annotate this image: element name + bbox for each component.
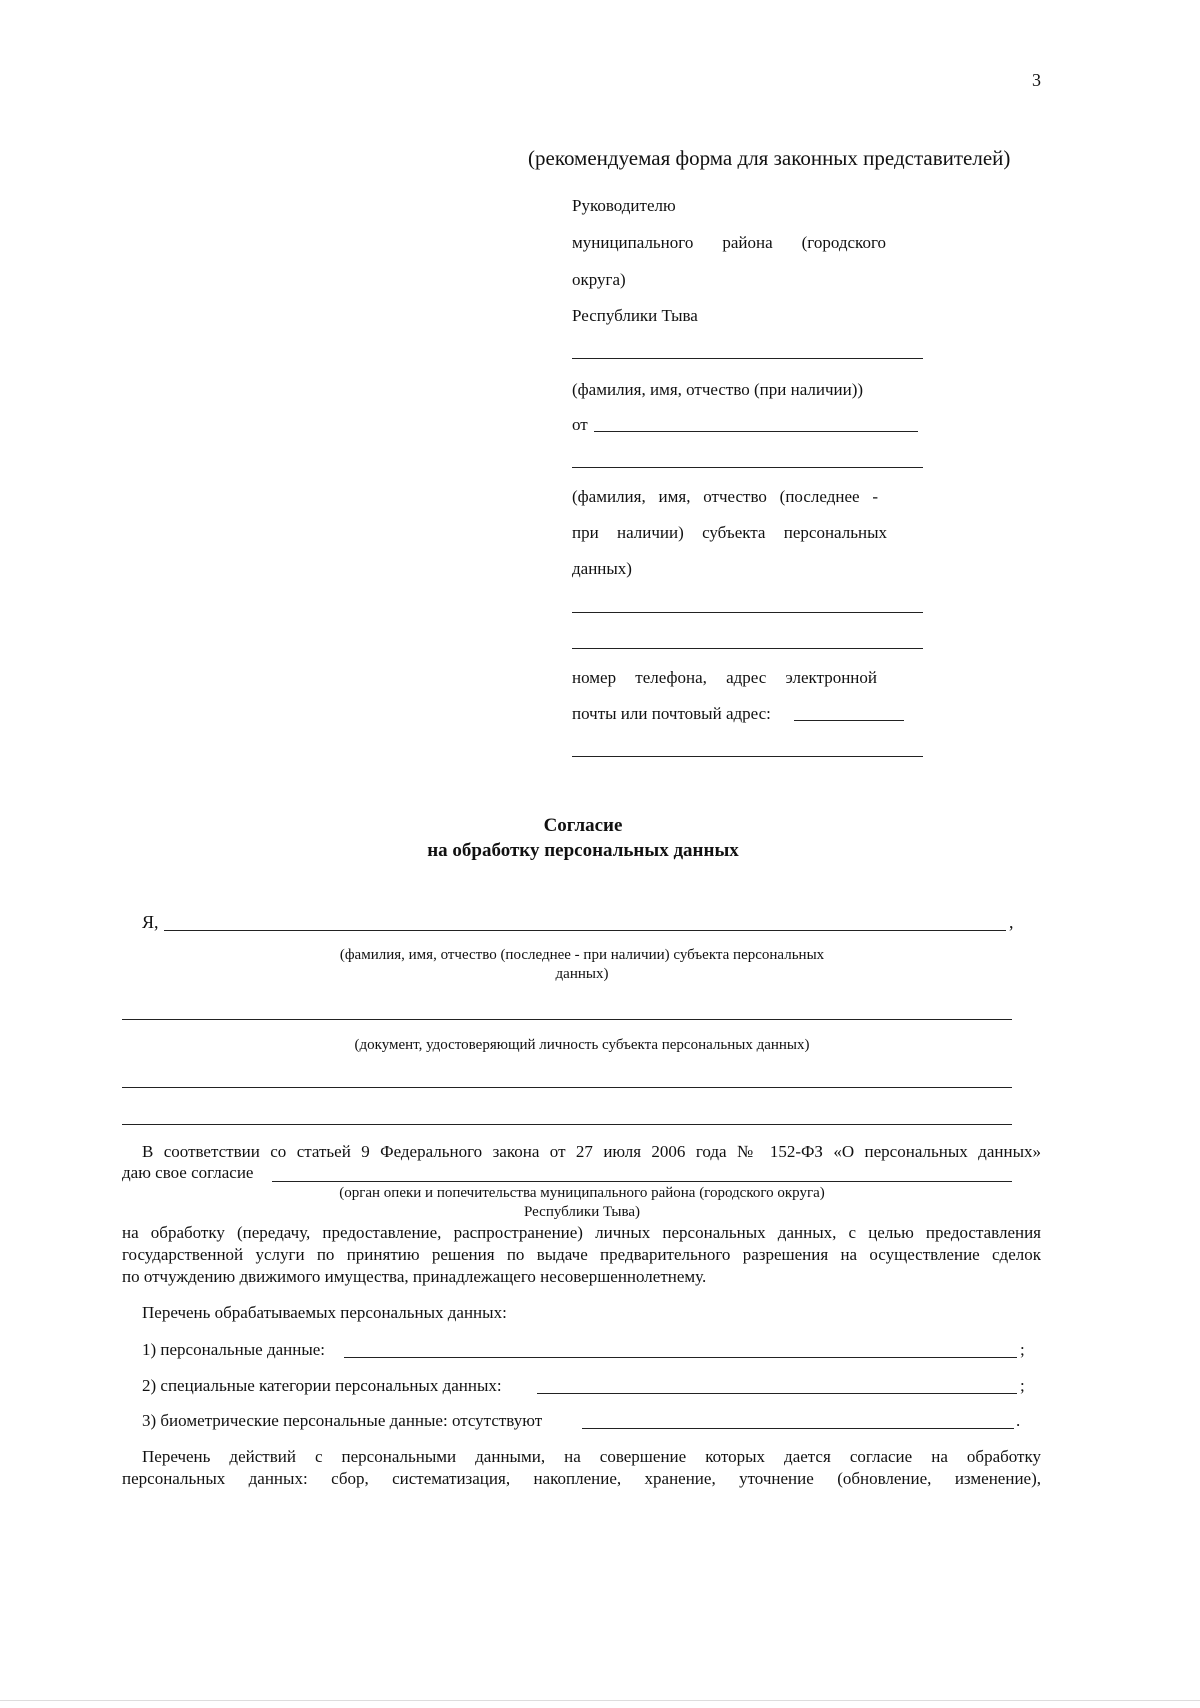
from-label: от (572, 415, 588, 434)
subject-extra-field-2[interactable] (572, 648, 923, 649)
actions-line-2: персональных данных: сбор, систематизация, накопление, хранение, уточнение (обновление, изменение), (122, 1469, 1041, 1488)
purpose-line-2: государственной услуги по принятию решения по выдаче предварительного разрешения на осуществление сделок (122, 1245, 1041, 1264)
form-note: (рекомендуемая форма для законных представителей) (528, 146, 1011, 170)
i-label: Я, (142, 912, 159, 932)
scan-edge (0, 1700, 1200, 1701)
from-name-field[interactable] (594, 431, 918, 432)
from-name-field-2[interactable] (572, 467, 923, 468)
addressee-line-2: муниципального района (городского (572, 233, 886, 252)
identity-document-caption: (документ, удостоверяющий личность субъекта персональных данных) (354, 1037, 810, 1053)
organ-caption-line-2: Республики Тыва) (523, 1204, 641, 1220)
page-number: 3 (1032, 70, 1041, 90)
document-subtitle: на обработку персональных данных (427, 840, 739, 861)
contact-field[interactable] (794, 720, 904, 721)
official-name-field[interactable] (572, 358, 923, 359)
list-item-2-end: ; (1020, 1376, 1025, 1395)
list-item-3: 3) биометрические персональные данные: отсутствуют (142, 1411, 543, 1430)
fio-caption-line-1: (фамилия, имя, отчество (последнее - при наличии) субъекта персональных (339, 947, 825, 963)
subject-caption-line-1: (фамилия, имя, отчество (последнее - (572, 487, 878, 506)
purpose-line-1: на обработку (передачу, предоставление, распространение) личных персональных данных, с целью предоставления (122, 1223, 1041, 1242)
subject-extra-field-1[interactable] (572, 612, 923, 613)
special-categories-field[interactable] (537, 1393, 1017, 1394)
data-list-title: Перечень обрабатываемых персональных данных: (142, 1303, 507, 1322)
actions-line-1: Перечень действий с персональными данными, на совершение которых дается согласие на обработку (142, 1447, 1041, 1466)
document-title: Согласие (543, 815, 623, 836)
purpose-line-3: по отчуждению движимого имущества, принадлежащего несовершеннолетнему. (122, 1267, 707, 1286)
list-item-2: 2) специальные категории персональных данных: (142, 1376, 502, 1395)
identity-document-field[interactable] (122, 1019, 1012, 1020)
consent-line-1: В соответствии со статьей 9 Федерального закона от 27 июля 2006 года № 152-ФЗ «О персональных данных» (142, 1142, 1041, 1161)
official-name-caption: (фамилия, имя, отчество (при наличии)) (572, 380, 864, 399)
personal-data-field[interactable] (344, 1357, 1017, 1358)
subject-caption-line-2: при наличии) субъекта персональных (572, 523, 887, 542)
biometric-data-field[interactable] (582, 1428, 1014, 1429)
blank-line-2[interactable] (122, 1124, 1012, 1125)
list-item-3-end: . (1016, 1411, 1021, 1430)
consent-line-2: даю свое согласие (122, 1163, 254, 1182)
i-comma: , (1009, 912, 1014, 932)
blank-line-1[interactable] (122, 1087, 1012, 1088)
guardianship-organ-field[interactable] (272, 1181, 1012, 1182)
fio-caption-line-2: данных) (555, 966, 609, 982)
contact-caption-line-2: почты или почтовый адрес: (572, 704, 771, 723)
addressee-line-1: Руководителю (572, 196, 676, 215)
organ-caption-line-1: (орган опеки и попечительства муниципального района (городского округа) (339, 1185, 825, 1201)
subject-caption-line-3: данных) (572, 559, 632, 578)
contact-caption-line-1: номер телефона, адрес электронной (572, 668, 877, 687)
list-item-1: 1) персональные данные: (142, 1340, 326, 1359)
contact-field-2[interactable] (572, 756, 923, 757)
list-item-1-end: ; (1020, 1340, 1025, 1359)
addressee-line-3: округа) (572, 270, 626, 289)
subject-fio-field[interactable] (164, 930, 1006, 931)
addressee-line-4: Республики Тыва (572, 306, 698, 325)
